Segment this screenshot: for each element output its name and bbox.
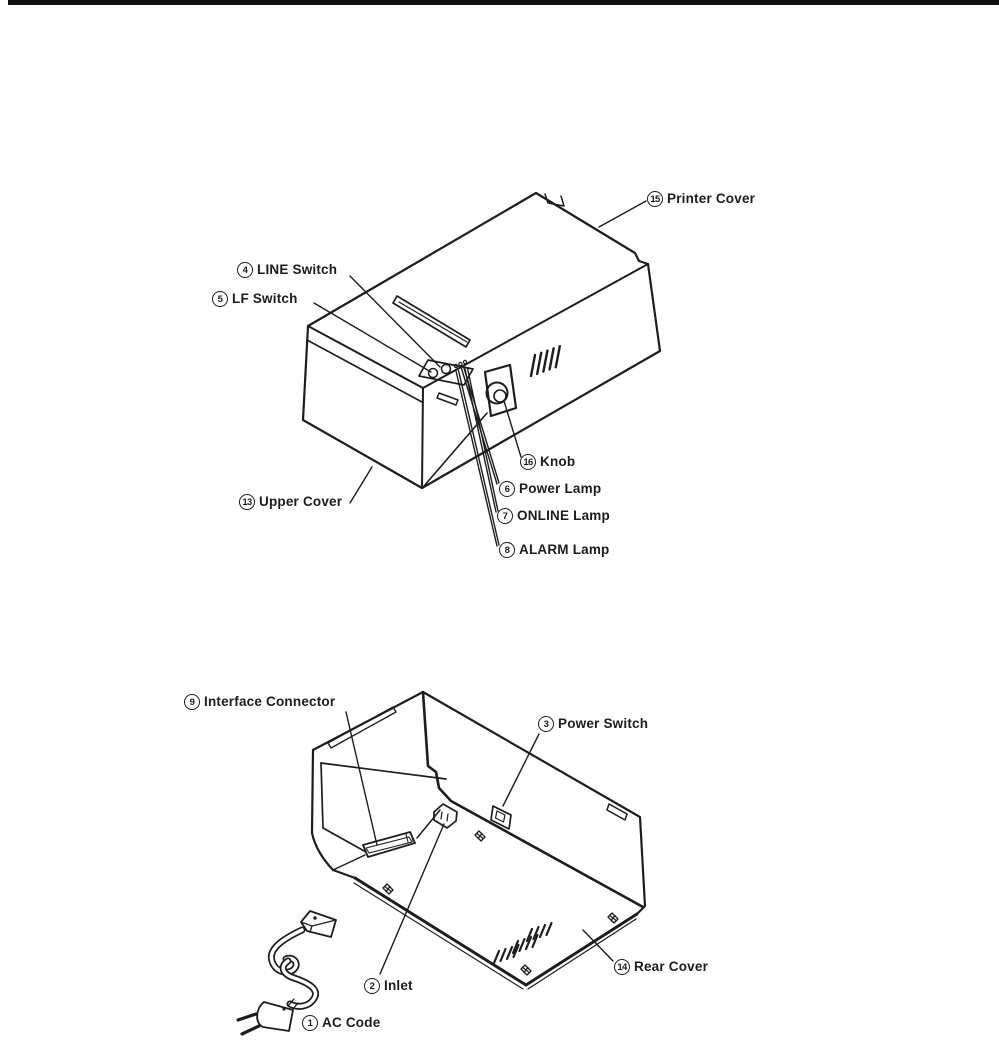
- callout-number: 7: [497, 508, 513, 524]
- label-rear-cover: [614, 959, 708, 975]
- callout-text: LINE Switch: [257, 262, 338, 277]
- label-upper-cover: [239, 494, 342, 510]
- rear-cover-edge: [355, 878, 526, 985]
- leader-alarm-lamp: [456, 371, 499, 547]
- callout-text: AC Code: [322, 1015, 381, 1030]
- label-ac-code: [302, 1015, 380, 1031]
- bottom-figure: [238, 692, 645, 1034]
- line-switch-button: [442, 365, 451, 374]
- callout-text: Printer Cover: [667, 191, 756, 206]
- callout-number: 13: [239, 494, 255, 510]
- callout-text: Interface Connector: [204, 694, 336, 709]
- screw: [475, 831, 485, 841]
- leader-power-switch: [503, 734, 539, 806]
- callout-text: Upper Cover: [259, 494, 343, 509]
- callout-text: Power Switch: [558, 716, 649, 731]
- plug-prong: [242, 1026, 259, 1034]
- vent-slots-side: [531, 346, 560, 376]
- callout-text: Knob: [540, 454, 576, 469]
- leader-printer-cover: [599, 201, 646, 227]
- bottom-body-outline: [312, 692, 645, 989]
- label-online-lamp: [497, 508, 610, 524]
- lf-switch-button: [429, 369, 438, 378]
- screw: [608, 913, 618, 923]
- plug-prong: [238, 1014, 256, 1020]
- leader-line-switch: [350, 276, 440, 367]
- label-knob: [520, 454, 575, 470]
- callout-number: 5: [212, 291, 228, 307]
- interface-bay: [321, 763, 446, 870]
- callout-text: Power Lamp: [519, 481, 602, 496]
- callout-number: 15: [647, 191, 663, 207]
- upper-cover-seam: [307, 340, 422, 402]
- top-figure: [303, 193, 660, 546]
- vent-slots-bottom: [494, 923, 552, 963]
- callout-text: LF Switch: [232, 291, 298, 306]
- callout-text: Rear Cover: [634, 959, 709, 974]
- leader-interface-connector: [346, 712, 377, 845]
- rear-panel-notch: [607, 804, 627, 820]
- label-lf-switch: [212, 291, 298, 307]
- callout-number: 8: [499, 542, 515, 558]
- label-interface-connector: [184, 694, 335, 710]
- callout-number: 3: [538, 716, 554, 732]
- cord-connector: [301, 911, 336, 937]
- leader-upper-cover: [350, 467, 372, 503]
- knob: [485, 365, 516, 416]
- ac-plug: [238, 999, 298, 1034]
- callout-number: 14: [614, 959, 630, 975]
- callout-text: Inlet: [384, 978, 413, 993]
- callout-text: ONLINE Lamp: [517, 508, 610, 523]
- leader-online-lamp: [465, 369, 498, 513]
- label-alarm-lamp: [499, 542, 610, 558]
- screw: [521, 965, 531, 975]
- callout-text: ALARM Lamp: [519, 542, 610, 557]
- callout-number: 6: [499, 481, 515, 497]
- callout-number: 9: [184, 694, 200, 710]
- label-power-lamp: [499, 481, 601, 497]
- label-power-switch: [538, 716, 648, 732]
- interface-connector-slot: [363, 832, 415, 857]
- label-inlet: [364, 978, 413, 994]
- label-line-switch: [237, 262, 337, 278]
- callout-number: 4: [237, 262, 253, 278]
- callout-number: 1: [302, 1015, 318, 1031]
- callout-number: 16: [520, 454, 536, 470]
- edge-slot: [328, 707, 396, 748]
- callout-number: 2: [364, 978, 380, 994]
- screw: [383, 884, 393, 894]
- paper-slot: [393, 296, 470, 347]
- front-slot: [437, 393, 458, 405]
- label-printer-cover: [647, 191, 755, 207]
- inlet-connector: [434, 804, 457, 828]
- cord-cable: [271, 930, 315, 1006]
